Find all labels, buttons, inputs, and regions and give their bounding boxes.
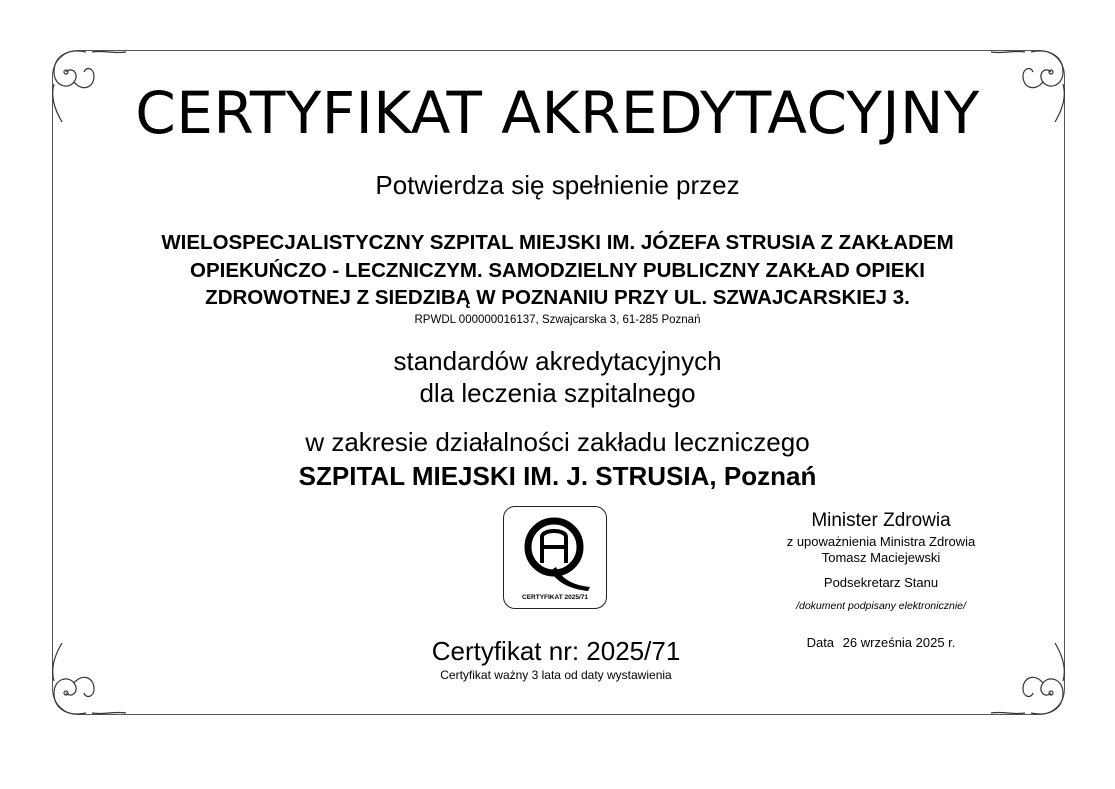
issue-date [740, 635, 1022, 650]
ornament-corner-bottom-right [989, 639, 1069, 719]
certificate-title: CERTYFIKAT AKREDYTACYJNY [135, 79, 980, 147]
signatory-authorization: z upoważnienia Ministra Zdrowia [786, 534, 976, 549]
rpwdl-address: RPWDL 000000016137, Szwajcarska 3, 61-285 Poznań [414, 314, 701, 326]
certificate-validity: Certyfikat ważny 3 lata od daty wystawienia [440, 668, 672, 682]
date-value: 26 września 2025 r. [842, 635, 956, 650]
quality-q-icon [518, 513, 594, 593]
signatory-role: Podsekretarz Stanu [823, 575, 939, 590]
ornament-corner-bottom-left [48, 639, 128, 719]
organization-name [60, 229, 1055, 312]
signatory-office: Minister Zdrowia [811, 510, 951, 531]
certificate-number: Certyfikat nr: 2025/71 [431, 636, 681, 666]
standards-text [60, 345, 1055, 409]
electronic-signature-note: /dokument podpisany elektronicznie/ [796, 600, 966, 612]
standards-line: dla leczenia szpitalnego [419, 378, 696, 408]
logo-caption: CERTYFIKAT 2025/71 [522, 594, 588, 601]
scope-text: w zakresie działalności zakładu leczniczego [305, 427, 810, 457]
date-label: Data [806, 635, 835, 650]
confirmation-text: Potwierdza się spełnienie przez [375, 170, 740, 200]
organization-line: WIELOSPECJALISTYCZNY SZPITAL MIEJSKI IM. JÓZEFA STRUSIA Z ZAKŁADEM [161, 231, 954, 254]
accreditation-quality-logo [503, 506, 607, 609]
facility-name: SZPITAL MIEJSKI IM. J. STRUSIA, Poznań [298, 461, 817, 491]
standards-line: standardów akredytacyjnych [393, 346, 722, 376]
organization-line: OPIEKUŃCZO - LECZNICZYM. SAMODZIELNY PUBLICZNY ZAKŁAD OPIEKI [190, 258, 925, 282]
signatory-name: Tomasz Maciejewski [821, 550, 941, 565]
organization-line: ZDROWOTNEJ Z SIEDZIBĄ W POZNANIU PRZY UL. SZWAJCARSKIEJ 3. [205, 286, 910, 309]
